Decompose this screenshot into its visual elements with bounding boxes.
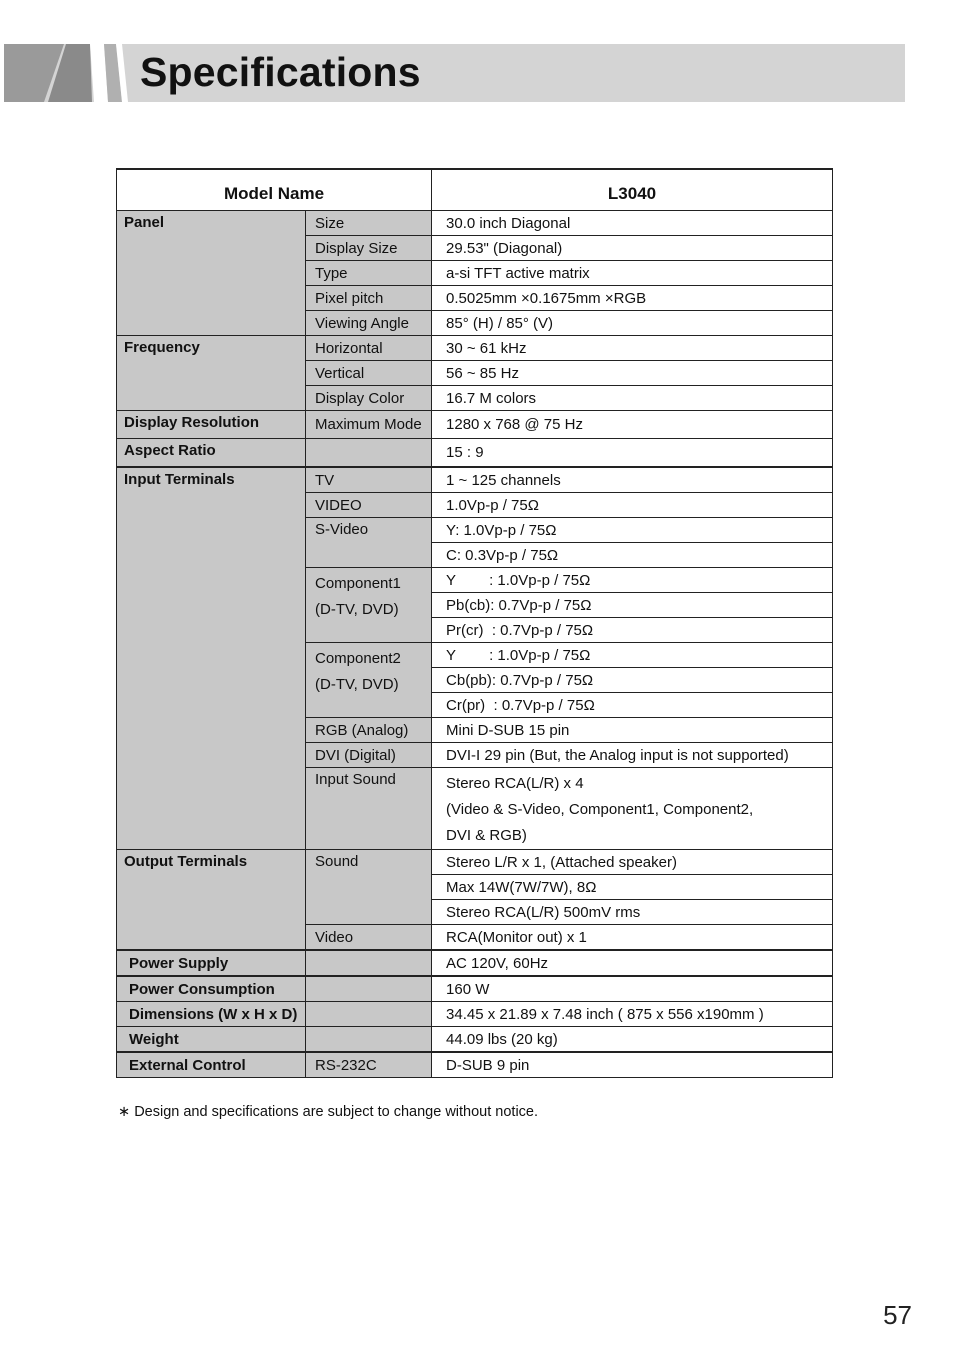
spec-value: RCA(Monitor out) x 1 bbox=[432, 925, 833, 951]
spec-label bbox=[306, 1002, 432, 1027]
spec-value: Cb(pb): 0.7Vp-p / 75Ω bbox=[432, 668, 833, 693]
spec-value: Mini D-SUB 15 pin bbox=[432, 718, 833, 743]
table-row bbox=[117, 336, 833, 361]
table-row bbox=[117, 467, 833, 493]
table-row bbox=[117, 1027, 833, 1053]
category-input-terminals: Input Terminals bbox=[117, 467, 306, 850]
spec-value: Max 14W(7W/7W), 8Ω bbox=[432, 875, 833, 900]
spec-label-component1 bbox=[306, 568, 432, 643]
table-row bbox=[117, 439, 833, 468]
spec-label: Horizontal bbox=[306, 336, 432, 361]
spec-label: Input Sound bbox=[306, 768, 432, 850]
category-power-supply: Power Supply bbox=[117, 950, 306, 976]
asterisk-icon: ∗ bbox=[118, 1104, 131, 1120]
spec-value: Y : 1.0Vp-p / 75Ω bbox=[432, 643, 833, 668]
table-row bbox=[117, 411, 833, 439]
spec-value: 1280 x 768 @ 75 Hz bbox=[432, 411, 833, 439]
spec-value: 0.5025mm ×0.1675mm ×RGB bbox=[432, 286, 833, 311]
category-panel: Panel bbox=[117, 211, 306, 336]
spec-value: 15 : 9 bbox=[432, 439, 833, 468]
spec-value: AC 120V, 60Hz bbox=[432, 950, 833, 976]
table-row bbox=[117, 211, 833, 236]
spec-value: Y: 1.0Vp-p / 75Ω bbox=[432, 518, 833, 543]
spec-label-line: (D-TV, DVD) bbox=[315, 601, 399, 618]
spec-value: Stereo RCA(L/R) 500mV rms bbox=[432, 900, 833, 925]
footnote-text: Design and specifications are subject to change without notice. bbox=[134, 1104, 539, 1120]
spec-value-line: DVI & RGB) bbox=[446, 827, 527, 844]
spec-label-line: (D-TV, DVD) bbox=[315, 676, 399, 693]
spec-label-component2 bbox=[306, 643, 432, 718]
spec-label: DVI (Digital) bbox=[306, 743, 432, 768]
spec-label: Pixel pitch bbox=[306, 286, 432, 311]
spec-label: RGB (Analog) bbox=[306, 718, 432, 743]
spec-label-line: Component1 bbox=[315, 575, 401, 592]
spec-value: C: 0.3Vp-p / 75Ω bbox=[432, 543, 833, 568]
spec-label: Type bbox=[306, 261, 432, 286]
spec-value: 44.09 lbs (20 kg) bbox=[432, 1027, 833, 1053]
spec-value: 30.0 inch Diagonal bbox=[432, 211, 833, 236]
spec-label bbox=[306, 439, 432, 468]
table-row bbox=[117, 850, 833, 875]
spec-value-multiline bbox=[432, 768, 833, 850]
category-output-terminals: Output Terminals bbox=[117, 850, 306, 951]
spec-label: RS-232C bbox=[306, 1052, 432, 1078]
category-weight: Weight bbox=[117, 1027, 306, 1053]
spec-value: D-SUB 9 pin bbox=[432, 1052, 833, 1078]
spec-label: S-Video bbox=[306, 518, 432, 568]
page-title: Specifications bbox=[140, 49, 421, 95]
category-aspect-ratio: Aspect Ratio bbox=[117, 439, 306, 468]
page-number: 57 bbox=[883, 1300, 912, 1330]
spec-label: Display Color bbox=[306, 386, 432, 411]
category-dimensions: Dimensions (W x H x D) bbox=[117, 1002, 306, 1027]
spec-label: Video bbox=[306, 925, 432, 951]
table-row bbox=[117, 1052, 833, 1078]
spec-label bbox=[306, 976, 432, 1002]
spec-label: Size bbox=[306, 211, 432, 236]
spec-label-line: Component2 bbox=[315, 650, 401, 667]
spec-value: 1.0Vp-p / 75Ω bbox=[432, 493, 833, 518]
spec-label: TV bbox=[306, 467, 432, 493]
spec-value: Y : 1.0Vp-p / 75Ω bbox=[432, 568, 833, 593]
spec-value-line: Stereo RCA(L/R) x 4 bbox=[446, 775, 584, 792]
category-power-consumption: Power Consumption bbox=[117, 976, 306, 1002]
spec-value: Pb(cb): 0.7Vp-p / 75Ω bbox=[432, 593, 833, 618]
spec-value-line: (Video & S-Video, Component1, Component2, bbox=[446, 801, 754, 818]
spec-label: Display Size bbox=[306, 236, 432, 261]
spec-label: VIDEO bbox=[306, 493, 432, 518]
category-frequency: Frequency bbox=[117, 336, 306, 411]
table-row bbox=[117, 950, 833, 976]
spec-value: 1 ~ 125 channels bbox=[432, 467, 833, 493]
spec-label: Sound bbox=[306, 850, 432, 925]
category-display-resolution: Display Resolution bbox=[117, 411, 306, 439]
spec-value: Pr(cr) : 0.7Vp-p / 75Ω bbox=[432, 618, 833, 643]
spec-value: 16.7 M colors bbox=[432, 386, 833, 411]
spec-label: Viewing Angle bbox=[306, 311, 432, 336]
header-model-name: Model Name bbox=[117, 169, 432, 211]
spec-value: 85° (H) / 85° (V) bbox=[432, 311, 833, 336]
specifications-table bbox=[116, 168, 833, 1078]
spec-value: 160 W bbox=[432, 976, 833, 1002]
spec-label: Maximum Mode bbox=[306, 411, 432, 439]
spec-label bbox=[306, 1027, 432, 1053]
spec-value: 29.53" (Diagonal) bbox=[432, 236, 833, 261]
spec-value: Stereo L/R x 1, (Attached speaker) bbox=[432, 850, 833, 875]
spec-value: 30 ~ 61 kHz bbox=[432, 336, 833, 361]
table-header-row bbox=[117, 169, 833, 211]
spec-label: Vertical bbox=[306, 361, 432, 386]
header-model-value: L3040 bbox=[432, 169, 833, 211]
category-external-control: External Control bbox=[117, 1052, 306, 1078]
table-row bbox=[117, 1002, 833, 1027]
spec-value: DVI-I 29 pin (But, the Analog input is not supported) bbox=[432, 743, 833, 768]
spec-value: a-si TFT active matrix bbox=[432, 261, 833, 286]
footnote bbox=[118, 1104, 538, 1120]
spec-value: 56 ~ 85 Hz bbox=[432, 361, 833, 386]
spec-value: Cr(pr) : 0.7Vp-p / 75Ω bbox=[432, 693, 833, 718]
spec-value: 34.45 x 21.89 x 7.48 inch ( 875 x 556 x190mm ) bbox=[432, 1002, 833, 1027]
table-row bbox=[117, 976, 833, 1002]
spec-label bbox=[306, 950, 432, 976]
